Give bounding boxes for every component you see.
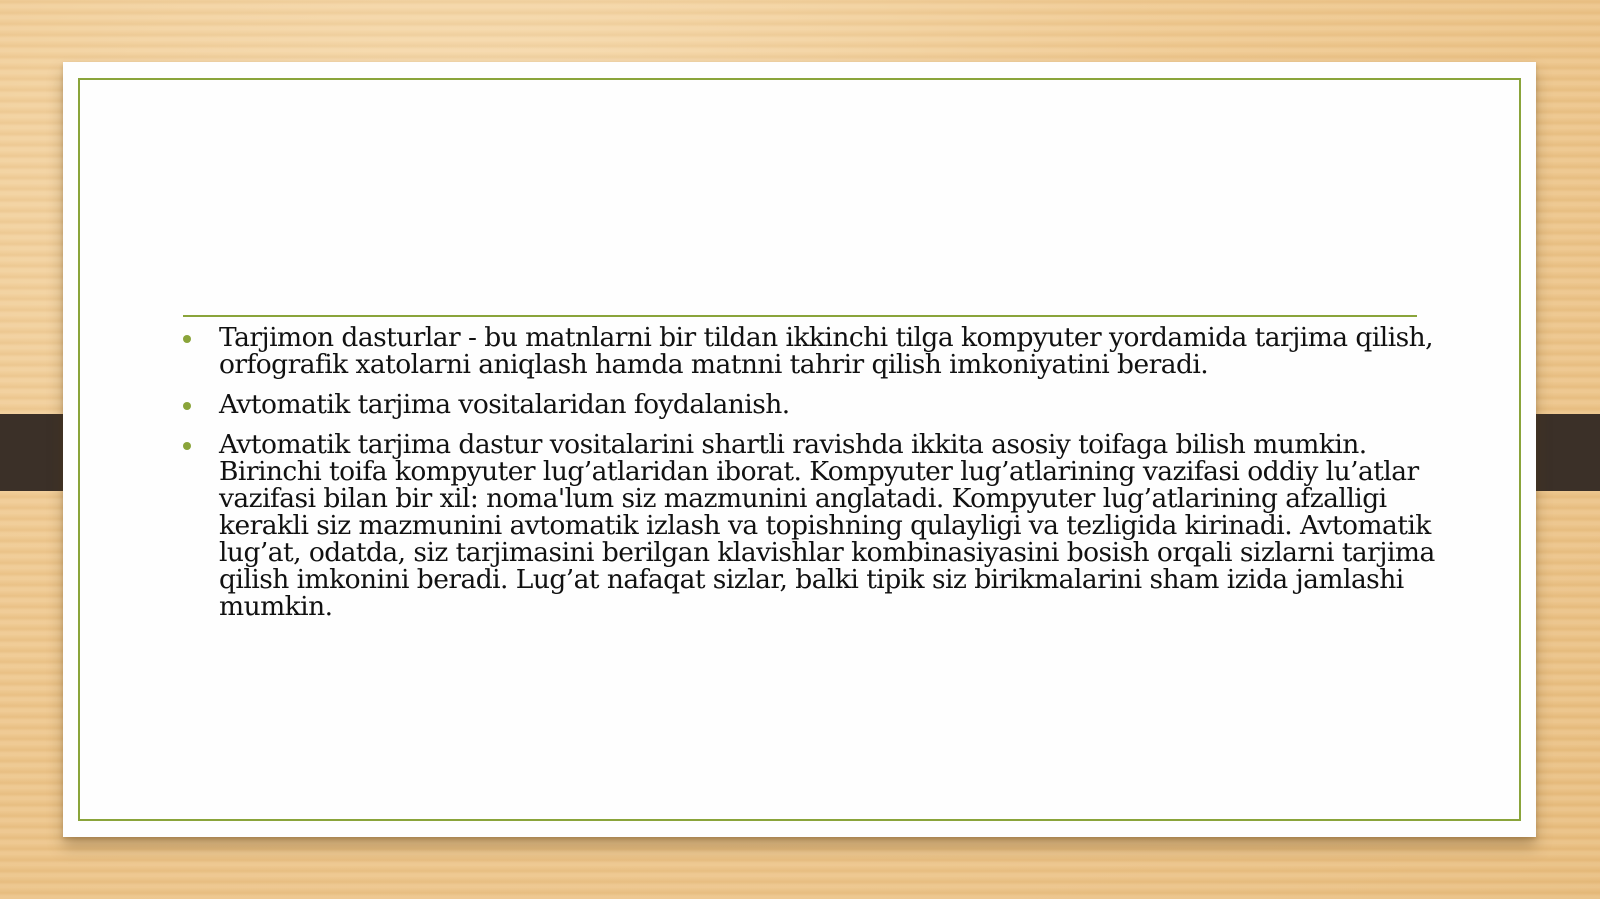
bullet-text: Avtomatik tarjima vositalaridan foydalanish. (219, 389, 790, 420)
bullet-item (175, 391, 1435, 418)
title-divider (183, 315, 1417, 317)
bullet-text: Tarjimon dasturlar - bu matnlarni bir tildan ikkinchi tilga kompyuter yordamida tarjima qilish, orfografik xatolarni aniqlash hamda matnni tahrir qilish imkoniyatini beradi. (219, 322, 1434, 380)
bullet-item (175, 431, 1435, 620)
bullet-dot-icon (183, 402, 191, 410)
slide-content (175, 324, 1435, 633)
bullet-item (175, 324, 1435, 378)
bullet-dot-icon (183, 442, 191, 450)
bullet-text: Avtomatik tarjima dastur vositalarini shartli ravishda ikkita asosiy toifaga bilish mumkin. Birinchi toifa kompyuter lug’atlaridan iborat. Kompyuter lug’atlarining vazifasi oddiy lu’atlar vazifasi bilan bir xil: noma'lum siz mazmunini anglatadi. Kompyuter lug’atlarining afzalligi kerakli siz mazmunini avtomatik izlash va topishning qulayligi va tezligida kirinadi. Avtomatik lug’at, odatda, siz tarjimasini berilgan klavishlar kombinasiyasini bosish orqali sizlarni tarjima qilish imkonini beradi. Lug’at nafaqat sizlar, balki tipik siz birikmalarini sham izida jamlashi mumkin. (219, 429, 1435, 622)
bullet-dot-icon (183, 335, 191, 343)
